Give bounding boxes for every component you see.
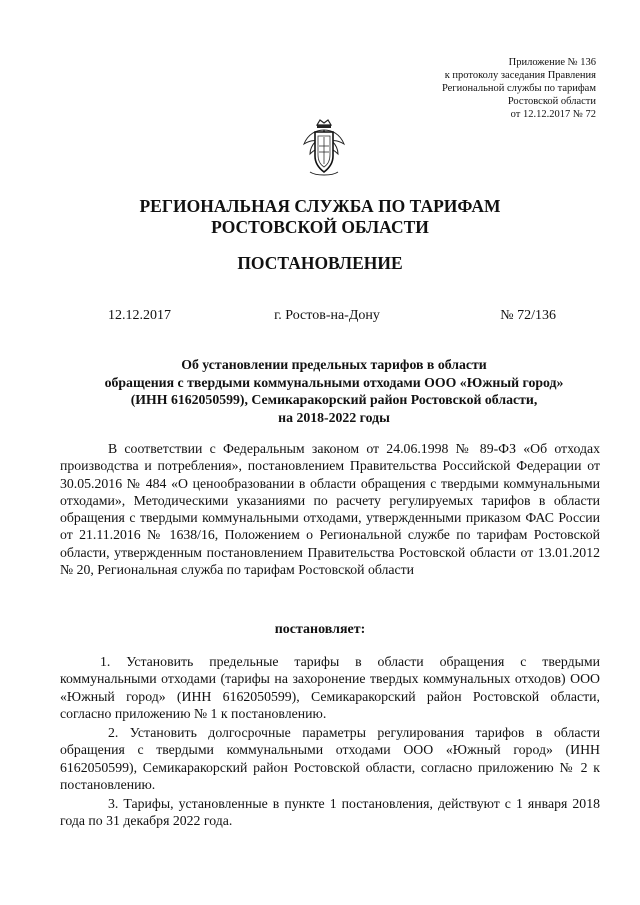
organization-name-line2: РОСТОВСКОЙ ОБЛАСТИ [211, 217, 429, 237]
appendix-line: к протоколу заседания Правления [444, 70, 596, 81]
resolution-item: 1. Установить предельные тарифы в области обращения с твердыми коммунальными отходами (тарифы на захоронение твердых коммунальных отходов) ООО «Южный город» (ИНН 6162050599), Семикаракорский район Ростовской области, согласно приложению № 1 к постановлению. [60, 654, 600, 721]
appendix-line: Ростовской области [507, 96, 596, 107]
resolution-item: 3. Тарифы, установленные в пункте 1 постановления, действуют с 1 января 2018 года по 31 декабря 2022 года. [60, 796, 600, 829]
coat-of-arms-icon [300, 118, 348, 178]
subject-line: (ИНН 6162050599), Семикаракорский район Ростовской области, [130, 392, 538, 407]
subject-line: на 2018-2022 годы [278, 409, 390, 425]
document-city: г. Ростов-на-Дону [274, 308, 380, 323]
appendix-line: от 12.12.2017 № 72 [510, 109, 596, 120]
document-date: 12.12.2017 [108, 308, 171, 323]
organization-name-line1: РЕГИОНАЛЬНАЯ СЛУЖБА ПО ТАРИФАМ [139, 196, 501, 216]
document-subject [60, 356, 608, 426]
appendix-note [376, 56, 596, 121]
resolution-item: 2. Установить долгосрочные параметры регулирования тарифов в области обращения с твердыми коммунальными отходами ООО «Южный город» (ИНН 6162050599), Семикаракорский район Ростовской области, согласно приложению № 2 к постановлению. [60, 725, 600, 792]
resolves-heading: постановляет: [274, 622, 366, 637]
subject-line: Об установлении предельных тарифов в области [181, 357, 487, 372]
preamble-paragraph: В соответствии с Федеральным законом от 24.06.1998 № 89-ФЗ «Об отходах производства и потребления», постановлением Правительства Российской Федерации от 30.05.2016 № 484 «О ценообразовании в области обращения с твердыми коммунальными отходами», Методическими указаниями по расчету регулируемых тарифов в области обращения с твердыми коммунальными отходами, утвержденными приказом ФАС России от 21.11.2016 № 1638/16, Положением о Региональной службе по тарифам Ростовской области, утвержденным постановлением Правительства Ростовской области от 13.01.2012 № 20, Региональная служба по тарифам Ростовской области [60, 441, 600, 578]
document-type: ПОСТАНОВЛЕНИЕ [237, 253, 403, 273]
appendix-line: Региональной службы по тарифам [441, 83, 596, 94]
subject-line: обращения с твердыми коммунальными отходами ООО «Южный город» [104, 374, 564, 390]
appendix-line: Приложение № 136 [508, 57, 596, 68]
document-number: № 72/136 [500, 308, 556, 323]
